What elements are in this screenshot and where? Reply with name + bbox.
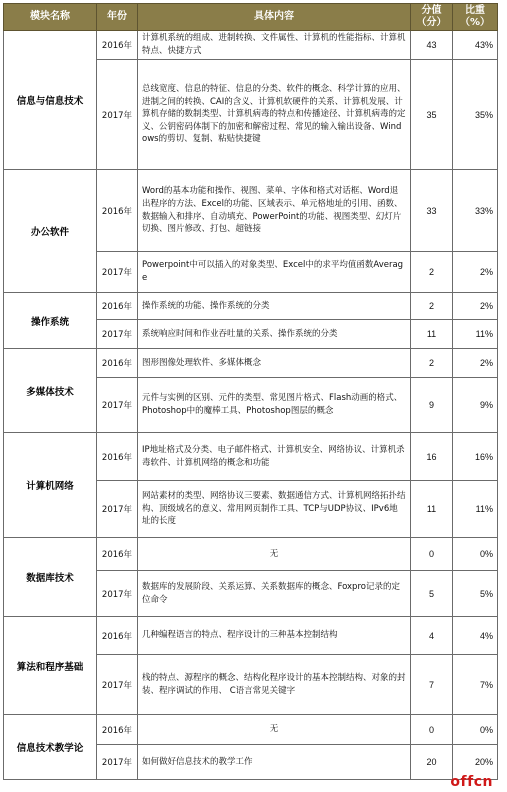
content-cell: 图形图像处理软件、多媒体概念: [138, 349, 411, 378]
content-cell: 几种编程语言的特点、程序设计的三种基本控制结构: [138, 617, 411, 655]
table-row: [4, 170, 498, 252]
score-cell: 2: [411, 252, 453, 293]
score-cell: 20: [411, 745, 453, 780]
content-cell: 无: [138, 538, 411, 571]
ratio-cell: 2%: [453, 293, 498, 320]
score-cell: 33: [411, 170, 453, 252]
year-cell: 2017年: [97, 378, 138, 433]
ratio-cell: 11%: [453, 481, 498, 538]
ratio-cell: 0%: [453, 715, 498, 745]
year-cell: 2016年: [97, 433, 138, 481]
year-cell: 2017年: [97, 571, 138, 617]
score-cell: 2: [411, 293, 453, 320]
score-cell: 4: [411, 617, 453, 655]
score-cell: 35: [411, 60, 453, 170]
content-cell: 栈的特点、源程序的概念、结构化程序设计的基本控制结构、对象的封装、程序调试的作用、 C语言常见关键字: [138, 655, 411, 715]
module-name: 信息技术教学论: [4, 715, 97, 780]
ratio-cell: 9%: [453, 378, 498, 433]
ratio-cell: 2%: [453, 349, 498, 378]
ratio-cell: 2%: [453, 252, 498, 293]
table-row: [4, 617, 498, 655]
ratio-cell: 16%: [453, 433, 498, 481]
score-cell: 9: [411, 378, 453, 433]
module-name: 算法和程序基础: [4, 617, 97, 715]
header-year: 年份: [97, 4, 138, 31]
year-cell: 2016年: [97, 715, 138, 745]
score-cell: 16: [411, 433, 453, 481]
score-cell: 0: [411, 538, 453, 571]
ratio-cell: 20%: [453, 745, 498, 780]
year-cell: 2017年: [97, 481, 138, 538]
score-cell: 5: [411, 571, 453, 617]
content-cell: 元件与实例的区别、元件的类型、常见图片格式、Flash动画的格式、Photoshop中的魔棒工具、Photoshop图层的概念: [138, 378, 411, 433]
module-name: 计算机网络: [4, 433, 97, 538]
score-cell: 43: [411, 31, 453, 60]
content-cell: 数据库的发展阶段、关系运算、关系数据库的概念、Foxpro记录的定位命令: [138, 571, 411, 617]
ratio-cell: 4%: [453, 617, 498, 655]
header-ratio: 比重（%）: [453, 4, 498, 31]
score-cell: 2: [411, 349, 453, 378]
content-cell: IP地址格式及分类、电子邮件格式、计算机安全、网络协议、计算机杀毒软件、计算机网络的概念和功能: [138, 433, 411, 481]
year-cell: 2017年: [97, 655, 138, 715]
table-row: [4, 433, 498, 481]
content-cell: Word的基本功能和操作、视图、菜单、字体和格式对话框、Word退出程序的方法、Excel的功能、区域表示、单元格地址的引用、函数、数据输入和排序、自动填充、PowerPoint的功能、视图类型、幻灯片切换、图片修改、打包、超链接: [138, 170, 411, 252]
table-row: [4, 31, 498, 60]
module-name: 操作系统: [4, 293, 97, 349]
year-cell: 2017年: [97, 252, 138, 293]
content-cell: 网站素材的类型、网络协议三要素、数据通信方式、计算机网络拓扑结构、顶级域名的意义、常用网页制作工具、TCP与UDP协议、IPv6地址的长度: [138, 481, 411, 538]
watermark-logo: offcn: [450, 774, 493, 790]
content-cell: 无: [138, 715, 411, 745]
ratio-cell: 33%: [453, 170, 498, 252]
content-cell: 系统响应时间和作业吞吐量的关系、操作系统的分类: [138, 320, 411, 349]
module-name: 多媒体技术: [4, 349, 97, 433]
year-cell: 2016年: [97, 538, 138, 571]
table-row: [4, 538, 498, 571]
content-cell: Powerpoint中可以插入的对象类型、Excel中的求平均值函数Average: [138, 252, 411, 293]
content-cell: 操作系统的功能、操作系统的分类: [138, 293, 411, 320]
year-cell: 2016年: [97, 617, 138, 655]
module-name: 信息与信息技术: [4, 31, 97, 170]
year-cell: 2016年: [97, 349, 138, 378]
score-cell: 7: [411, 655, 453, 715]
table-header-row: [4, 4, 498, 31]
ratio-cell: 43%: [453, 31, 498, 60]
table-row: [4, 293, 498, 320]
year-cell: 2017年: [97, 60, 138, 170]
header-score: 分值（分）: [411, 4, 453, 31]
table-row: [4, 349, 498, 378]
score-cell: 11: [411, 320, 453, 349]
header-module: 模块名称: [4, 4, 97, 31]
exam-content-table: [3, 3, 498, 780]
year-cell: 2016年: [97, 31, 138, 60]
content-cell: 如何做好信息技术的教学工作: [138, 745, 411, 780]
year-cell: 2016年: [97, 170, 138, 252]
module-name: 数据库技术: [4, 538, 97, 617]
content-cell: 计算机系统的组成、进制转换、文件属性、计算机的性能指标、计算机特点、快捷方式: [138, 31, 411, 60]
year-cell: 2017年: [97, 745, 138, 780]
score-cell: 0: [411, 715, 453, 745]
year-cell: 2017年: [97, 320, 138, 349]
ratio-cell: 35%: [453, 60, 498, 170]
ratio-cell: 7%: [453, 655, 498, 715]
ratio-cell: 11%: [453, 320, 498, 349]
score-cell: 11: [411, 481, 453, 538]
year-cell: 2016年: [97, 293, 138, 320]
content-cell: 总线宽度、信息的特征、信息的分类、软件的概念、科学计算的应用、进制之间的转换、CAI的含义、计算机软硬件的关系、计算机发展、计算机存储的数制类型、计算机病毒的特点和传播途径、计算机病毒的定义、公钥密码体制下的加密和解密过程、常见的输入输出设备、Windows的剪切、复制、粘贴快捷键: [138, 60, 411, 170]
ratio-cell: 0%: [453, 538, 498, 571]
module-name: 办公软件: [4, 170, 97, 293]
ratio-cell: 5%: [453, 571, 498, 617]
header-content: 具体内容: [138, 4, 411, 31]
table-row: [4, 715, 498, 745]
